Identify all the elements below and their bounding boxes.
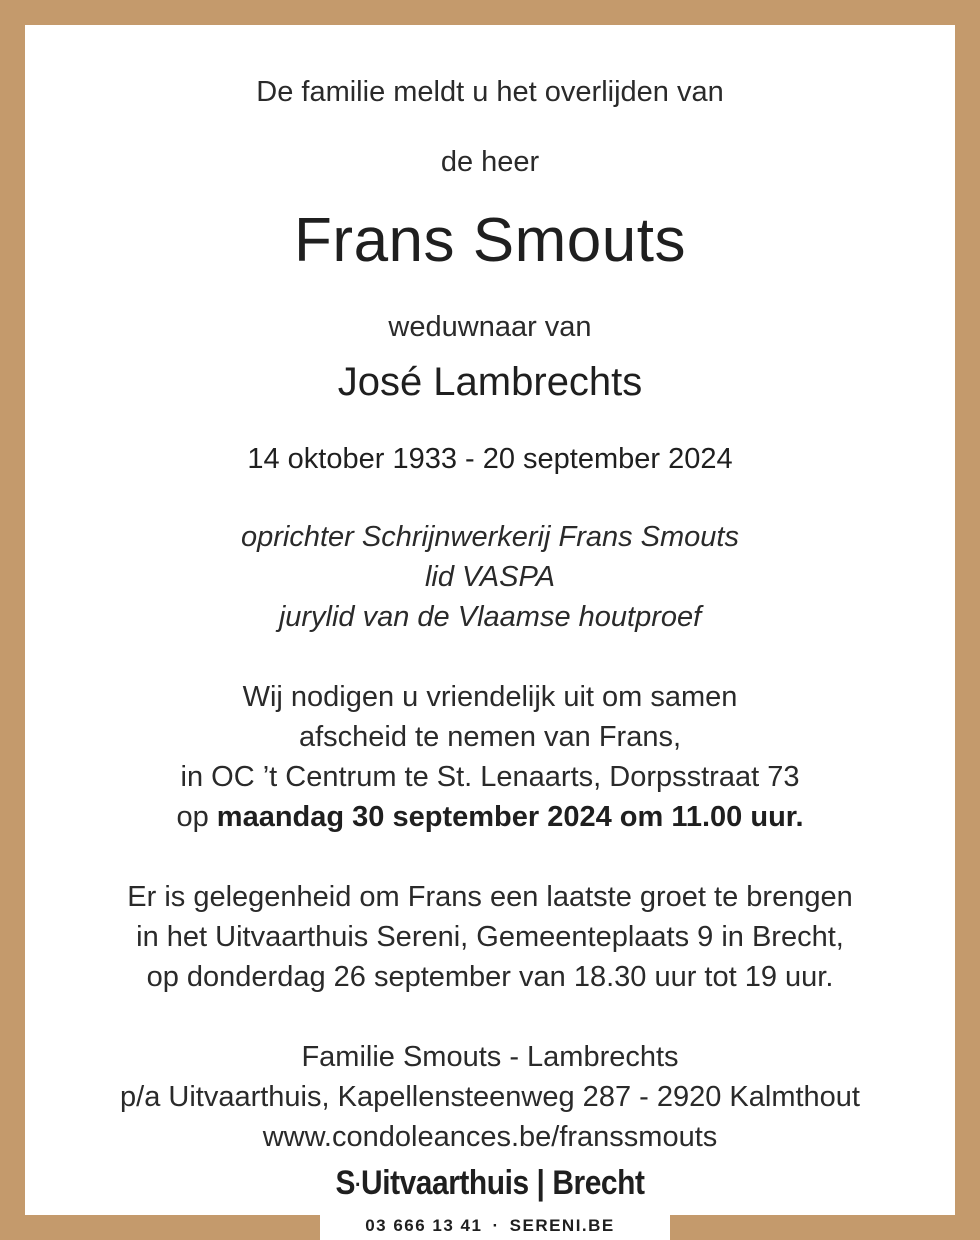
widower-label: weduwnaar van — [388, 311, 592, 343]
visitation-line: op donderdag 26 september van 18.30 uur tot 19 uur. — [146, 961, 834, 993]
ceremony-datetime: maandag 30 september 2024 om 11.00 uur. — [216, 801, 804, 833]
website-short: SERENI.BE — [509, 1216, 615, 1235]
invitation-line: Wij nodigen u vriendelijk uit om samen — [242, 681, 738, 713]
invitation-line: in OC ’t Centrum te St. Lenaarts, Dorpsstraat 73 — [180, 761, 800, 793]
honorific: de heer — [440, 146, 540, 178]
visitation-line: in het Uitvaarthuis Sereni, Gemeenteplaats 9 in Brecht, — [136, 921, 844, 953]
spouse-name: José Lambrechts — [337, 360, 643, 404]
phone-number: 03 666 13 41 — [365, 1216, 483, 1235]
role-line: jurylid van de Vlaamse houtproef — [278, 601, 702, 633]
logo-s: S — [335, 1164, 356, 1202]
visitation-line: Er is gelegenheid om Frans een laatste groet te brengen — [127, 881, 853, 913]
invitation-line — [0, 801, 980, 834]
invitation-prefix: op — [176, 801, 217, 833]
family-name: Familie Smouts - Lambrechts — [301, 1041, 679, 1073]
correspondence-address: p/a Uitvaarthuis, Kapellensteenweg 287 - 2920 Kalmthout — [120, 1081, 860, 1113]
logo-bar: | — [536, 1164, 545, 1202]
intro-text: De familie meldt u het overlijden van — [256, 76, 724, 108]
contact-separator: · — [492, 1216, 500, 1235]
role-line: lid VASPA — [424, 561, 556, 593]
logo-name: Uitvaarthuis — [361, 1164, 529, 1202]
logo-place: Brecht — [552, 1164, 645, 1202]
contact-line — [0, 1216, 980, 1236]
life-dates: 14 oktober 1933 - 20 september 2024 — [247, 443, 733, 475]
condolence-website: www.condoleances.be/franssmouts — [262, 1121, 718, 1153]
deceased-name: Frans Smouts — [294, 206, 686, 275]
funeral-home-logo — [59, 1164, 921, 1203]
invitation-line: afscheid te nemen van Frans, — [298, 721, 682, 753]
role-line: oprichter Schrijnwerkerij Frans Smouts — [241, 521, 739, 553]
logo-dot: · — [355, 1172, 362, 1198]
